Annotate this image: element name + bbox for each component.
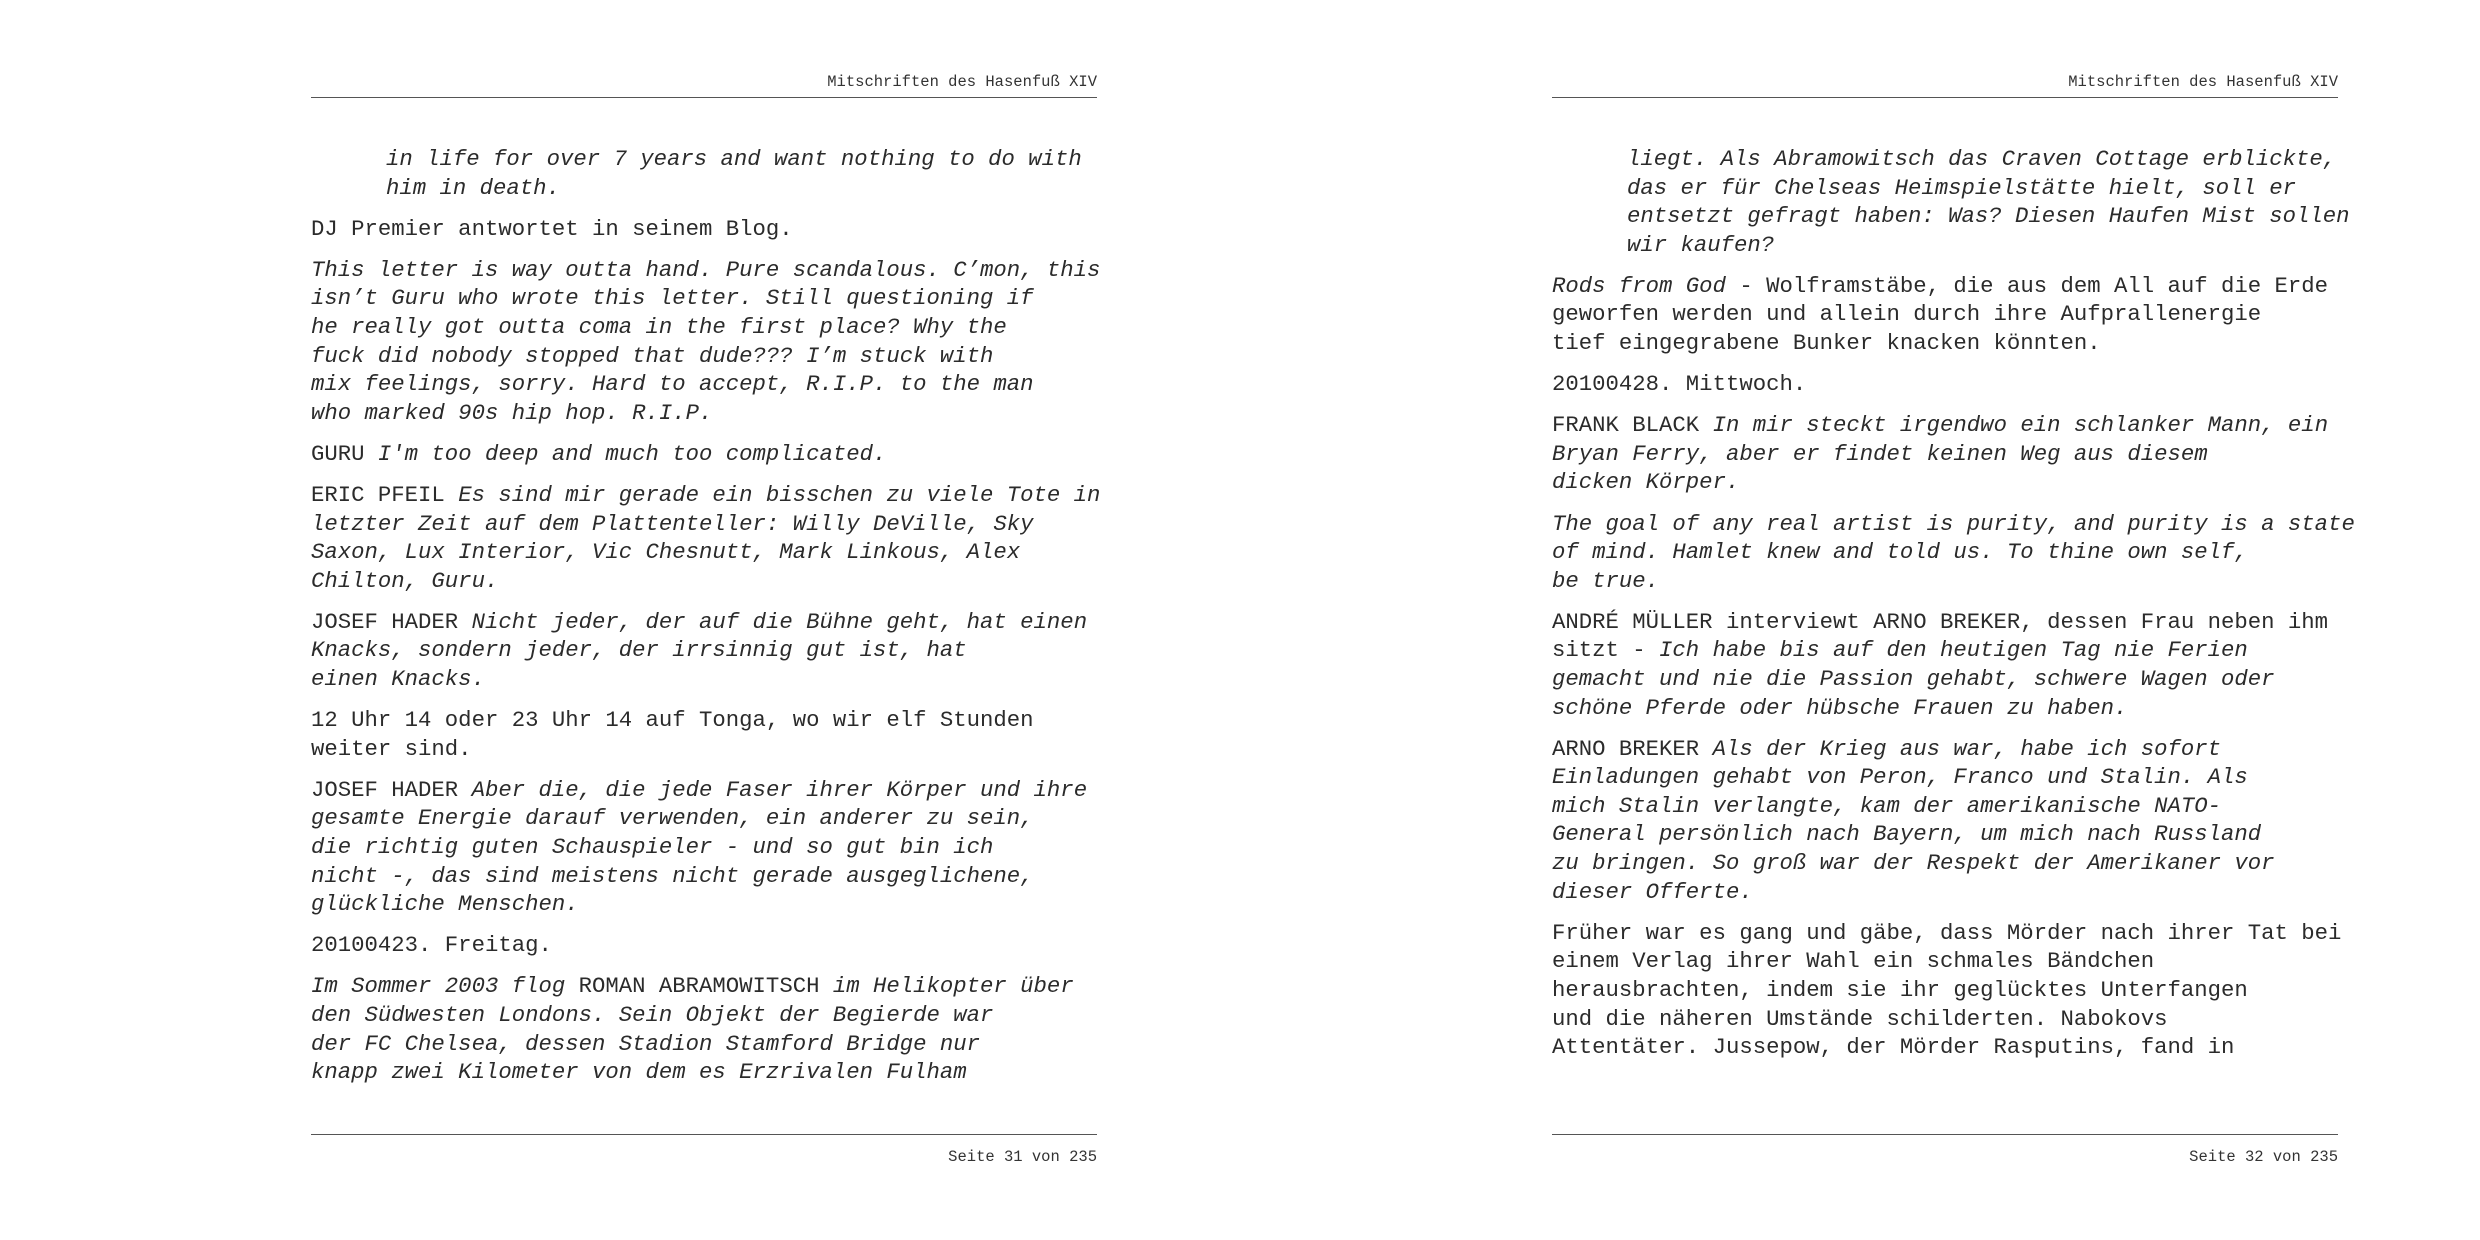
text-line: [311, 481, 1101, 510]
text-line: [311, 1058, 1097, 1087]
text-line: [311, 567, 1097, 596]
text-line: [311, 313, 1097, 342]
italic-text: he really got outta coma in the first place? Why the: [311, 313, 1007, 340]
header-rule: [311, 97, 1097, 98]
text-line: [311, 706, 1097, 735]
italic-text: Rods from God: [1552, 272, 1726, 299]
italic-text: isn’t Guru who wrote this letter. Still questioning if: [311, 285, 1034, 312]
paragraph: [1552, 370, 2338, 399]
text-run: Früher war es gang und gäbe, dass Mörder nach ihrer Tat bei: [1552, 919, 2342, 946]
text-line: [1552, 849, 2338, 878]
italic-text: nicht -, das sind meistens nicht gerade ausgeglichene,: [311, 862, 1034, 889]
text-run: JOSEF HADER: [311, 776, 472, 803]
italic-text: Im Sommer 2003 flog: [311, 973, 579, 1000]
header-rule: [1552, 97, 2338, 98]
italic-text: The goal of any real artist is purity, and purity is a state: [1552, 510, 2355, 537]
italic-text: einen Knacks.: [311, 666, 485, 692]
paragraph: [311, 608, 1097, 694]
text-run: 20100423. Freitag.: [311, 932, 552, 959]
italic-text: gesamte Energie darauf verwenden, ein anderer zu sein,: [311, 805, 1034, 832]
text-line: [386, 174, 1097, 203]
italic-text: him in death.: [386, 174, 560, 201]
footer-rule: [311, 1134, 1097, 1135]
text-run: geworfen werden und allein durch ihre Aufprallenergie: [1552, 301, 2262, 328]
italic-text: dicken Körper.: [1552, 469, 1740, 496]
text-line: [1552, 272, 2338, 301]
text-line: [1627, 202, 2350, 231]
italic-text: Chilton, Guru.: [311, 567, 499, 594]
text-run: 12 Uhr 14 oder 23 Uhr 14 auf Tonga, wo wir elf Stunden: [311, 707, 1034, 734]
italic-text: of mind. Hamlet knew and told us. To thine own self,: [1552, 539, 2248, 566]
paragraph: [1552, 411, 2338, 497]
text-line: [311, 804, 1097, 833]
italic-text: be true.: [1552, 567, 1660, 594]
text-line: [1552, 608, 2338, 637]
paragraph: [311, 481, 1101, 595]
text-run: FRANK BLACK: [1552, 412, 1713, 439]
paragraph: [311, 776, 1097, 919]
text-line: [386, 145, 1097, 174]
italic-text: Als der Krieg aus war, habe ich sofort: [1712, 735, 2222, 762]
text-line: [311, 665, 1097, 694]
text-line: [1552, 1033, 2338, 1062]
text-line: [1552, 878, 2338, 907]
text-run: ROMAN ABRAMOWITSCH: [578, 973, 820, 1000]
text-run: einem Verlag ihrer Wahl ein schmales Bändchen: [1552, 948, 2155, 975]
text-line: [1627, 174, 2338, 203]
italic-text: I'm too deep and much too complicated.: [377, 440, 887, 467]
text-line: [311, 370, 1097, 399]
italic-text: Knacks, sondern jeder, der irrsinnig gut ist, hat: [311, 637, 967, 664]
text-line: [1552, 300, 2338, 329]
italic-text: die richtig guten Schauspieler - und so gut bin ich: [311, 833, 994, 860]
text-line: [1552, 947, 2338, 976]
text-line: [1552, 976, 2338, 1005]
running-header: Mitschriften des Hasenfuß XIV: [827, 73, 1097, 91]
text-line: [311, 931, 1097, 960]
italic-text: fuck did nobody stopped that dude??? I’m stuck with: [311, 342, 994, 369]
text-line: [1552, 792, 2338, 821]
continued-paragraph: [311, 145, 1097, 202]
paragraph: [1552, 608, 2338, 722]
text-line: [1552, 411, 2338, 440]
text-run: tief eingegrabene Bunker knacken könnten.: [1552, 330, 2101, 357]
paragraph: [1552, 510, 2355, 596]
text-line: [311, 735, 1097, 764]
text-run: herausbrachten, indem sie ihr geglücktes Unterfangen: [1552, 976, 2248, 1003]
paragraph: [311, 972, 1097, 1086]
italic-text: entsetzt gefragt haben: Was? Diesen Haufen Mist sollen: [1627, 203, 2350, 230]
italic-text: den Südwesten Londons. Sein Objekt der Begierde war: [311, 1001, 994, 1028]
text-line: [311, 636, 1097, 665]
text-line: [1552, 919, 2342, 948]
text-line: [1552, 763, 2338, 792]
text-line: [311, 862, 1097, 891]
text-line: [1627, 145, 2338, 174]
paragraph: [1552, 735, 2338, 907]
italic-text: Ich habe bis auf den heutigen Tag nie Ferien: [1659, 637, 2248, 664]
text-run: sitzt -: [1552, 637, 1660, 664]
text-line: [311, 399, 1097, 428]
italic-text: Aber die, die jede Faser ihrer Körper und ihre: [471, 776, 1088, 803]
italic-text: liegt. Als Abramowitsch das Craven Cottage erblickte,: [1627, 146, 2337, 172]
text-line: [1552, 370, 2338, 399]
text-run: ERIC PFEIL: [311, 481, 459, 508]
italic-text: knapp zwei Kilometer von dem es Erzrivalen Fulham: [311, 1059, 967, 1086]
text-run: ARNO BREKER: [1552, 735, 1713, 762]
text-line: [1552, 538, 2338, 567]
italic-text: das er für Chelseas Heimspielstätte hielt, soll er: [1627, 174, 2297, 201]
text-run: weiter sind.: [311, 735, 472, 762]
text-run: GURU: [311, 440, 378, 467]
italic-text: General persönlich nach Bayern, um mich nach Russland: [1552, 821, 2262, 848]
italic-text: Einladungen gehabt von Peron, Franco und Stalin. Als: [1552, 764, 2248, 791]
text-line: [1552, 820, 2338, 849]
text-run: ANDRÉ MÜLLER interviewt ARNO BREKER, dessen Frau neben ihm: [1552, 608, 2329, 635]
page-number: Seite 32 von 235: [2189, 1148, 2338, 1166]
text-line: [311, 833, 1097, 862]
text-line: [1552, 440, 2338, 469]
text-line: [1552, 694, 2338, 723]
italic-text: letzter Zeit auf dem Plattenteller: Willy DeVille, Sky: [311, 510, 1034, 537]
page-number: Seite 31 von 235: [948, 1148, 1097, 1166]
text-line: [1552, 735, 2338, 764]
text-line: [311, 342, 1097, 371]
italic-text: im Helikopter über: [819, 973, 1074, 1000]
text-line: [311, 1001, 1097, 1030]
text-line: [311, 256, 1101, 285]
paragraph: [311, 931, 1097, 960]
text-line: [1552, 468, 2338, 497]
text-line: [311, 510, 1097, 539]
italic-text: Saxon, Lux Interior, Vic Chesnutt, Mark Linkous, Alex: [311, 539, 1021, 566]
text-line: [1552, 636, 2338, 665]
italic-text: In mir steckt irgendwo ein schlanker Mann, ein: [1712, 412, 2329, 439]
text-run: DJ Premier antwortet in seinem Blog.: [311, 215, 793, 242]
italic-text: in life for over 7 years and want nothing to do with: [386, 146, 1082, 172]
italic-text: mix feelings, sorry. Hard to accept, R.I.P. to the man: [311, 371, 1034, 398]
text-line: [1552, 329, 2338, 358]
text-line: [311, 890, 1097, 919]
text-line: [311, 1030, 1097, 1059]
italic-text: who marked 90s hip hop. R.I.P.: [311, 399, 713, 426]
text-line: [1552, 567, 2338, 596]
text-run: Attentäter. Jussepow, der Mörder Rasputins, fand in: [1552, 1034, 2235, 1061]
running-header: Mitschriften des Hasenfuß XIV: [2068, 73, 2338, 91]
paragraph: [311, 440, 1097, 469]
text-line: [1552, 1005, 2338, 1034]
text-line: [311, 440, 1097, 469]
text-line: [311, 284, 1097, 313]
text-run: JOSEF HADER: [311, 608, 472, 635]
italic-text: wir kaufen?: [1627, 231, 1775, 258]
paragraph: [1552, 272, 2338, 358]
text-line: [1627, 231, 2338, 260]
text-line: [311, 608, 1097, 637]
paragraph: [311, 215, 1097, 244]
text-line: [1552, 665, 2338, 694]
footer-rule: [1552, 1134, 2338, 1135]
italic-text: dieser Offerte.: [1552, 878, 1753, 905]
italic-text: Es sind mir gerade ein bisschen zu viele Tote in: [458, 481, 1101, 508]
left-page: [311, 0, 1101, 1240]
text-line: [1552, 510, 2355, 539]
page-body: [311, 145, 1101, 1099]
text-line: [311, 972, 1097, 1001]
italic-text: Nicht jeder, der auf die Bühne geht, hat einen: [471, 608, 1088, 635]
text-run: - Wolframstäbe, die aus dem All auf die Erde: [1725, 272, 2329, 299]
right-page: [1552, 0, 2355, 1240]
italic-text: der FC Chelsea, dessen Stadion Stamford Bridge nur: [311, 1030, 981, 1057]
text-run: 20100428. Mittwoch.: [1552, 371, 1807, 398]
italic-text: This letter is way outta hand. Pure scandalous. C’mon, this: [311, 256, 1101, 283]
text-line: [311, 538, 1097, 567]
continued-paragraph: [1552, 145, 2350, 259]
text-line: [311, 215, 1097, 244]
text-run: und die näheren Umstände schilderten. Nabokovs: [1552, 1005, 2168, 1032]
paragraph: [311, 706, 1097, 763]
italic-text: gemacht und nie die Passion gehabt, schwere Wagen oder: [1552, 666, 2275, 692]
paragraph: [311, 256, 1101, 428]
italic-text: mich Stalin verlangte, kam der amerikanische NATO-: [1552, 792, 2222, 819]
italic-text: Bryan Ferry, aber er findet keinen Weg aus diesem: [1552, 440, 2208, 467]
italic-text: zu bringen. So groß war der Respekt der Amerikaner vor: [1552, 850, 2275, 877]
text-line: [311, 776, 1097, 805]
page-body: [1552, 145, 2355, 1074]
italic-text: glückliche Menschen.: [311, 891, 579, 918]
italic-text: schöne Pferde oder hübsche Frauen zu haben.: [1552, 694, 2128, 721]
paragraph: [1552, 919, 2342, 1062]
